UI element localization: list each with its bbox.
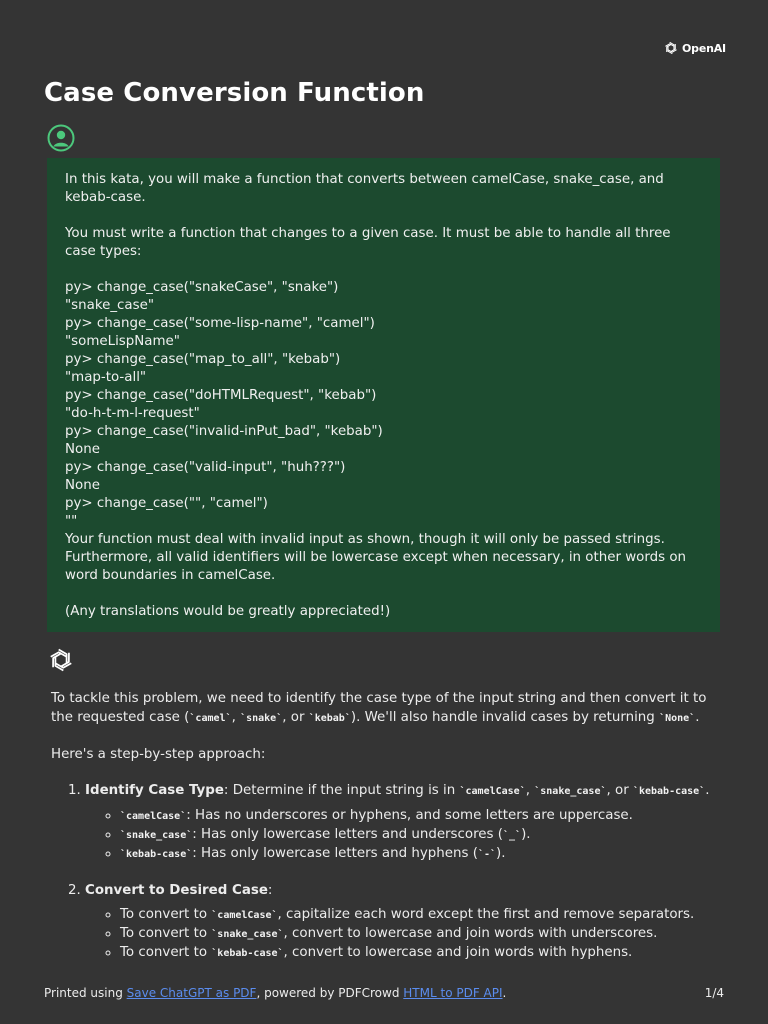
list-item: ◦ To convert to `camelCase`, capitalize each word except the first and remove separators.: [120, 906, 723, 925]
user-avatar-icon: [47, 124, 75, 152]
list-item: ◦ `kebab-case`: Has only lowercase letters and hyphens (`-`).: [120, 845, 723, 864]
user-code-examples: py> change_case("snakeCase", "snake") "snake_case" py> change_case("some-lisp-name", "camel") "someLispName" py> change_case("map_to_all", "kebab") "map-to-all" py> change_case("doHTMLRequest", "kebab") "do-h-t-m-l-request" py> change_case("invalid-inPut_bad", "kebab") None py> change_case("valid-input", "huh???") None py> change_case("", "camel") "" Your function must deal with invalid input as shown, though it will only be passed strings. Furthermore, all valid identifiers will be lowercase except when necessary, in other words on word boundaries in camelCase.: [65, 280, 687, 583]
openai-logo-icon: [663, 40, 679, 56]
inline-code: `snake_case`: [534, 786, 607, 797]
html-to-pdf-link[interactable]: HTML to PDF API: [403, 986, 503, 1000]
answer-approach: Here's a step-by-step approach:: [51, 747, 266, 762]
footer: [44, 986, 724, 1000]
assistant-message: [51, 689, 723, 963]
list-item: ◦ To convert to `snake_case`, convert to lowercase and join words with underscores.: [120, 925, 723, 944]
brand: [663, 40, 726, 56]
user-message: [47, 158, 720, 632]
footer-credit: Printed using Save ChatGPT as PDF, powered by PDFCrowd HTML to PDF API.: [44, 986, 507, 1000]
page-number: 1/4: [704, 986, 724, 1000]
steps-list: [51, 781, 723, 963]
inline-code: `snake`: [240, 713, 283, 724]
step-identify-case-type: 1. Identify Case Type: Determine if the input string is in `camelCase`, `snake_case`, or `kebab-case`. ◦ `camelCase`: Has no underscores or hyphens, and some letters are uppercase. ◦ `snake_case`: Has only lowercase letters and underscores (`_`). ◦ `kebab-case`: Has only lowercase letters and hyphens (`-`).: [85, 781, 723, 864]
inline-code: `kebab-case`: [632, 786, 706, 797]
user-paragraph: In this kata, you will make a function that converts between camelCase, snake_case, and kebab-case.: [65, 172, 669, 205]
inline-code: `camelCase`: [459, 786, 526, 797]
user-paragraph: You must write a function that changes to a given case. It must be able to handle all three case types:: [65, 226, 675, 259]
brand-name: OpenAI: [682, 41, 726, 55]
assistant-avatar-icon: [47, 646, 75, 674]
answer-intro: To tackle this problem, we need to identify the case type of the input string and then convert it to the requested case (`camel`, `snake`, or `kebab`). We'll also handle invalid cases by returning `None`.: [51, 691, 707, 725]
case-type-list: [85, 807, 723, 864]
list-item: ◦ To convert to `kebab-case`, convert to lowercase and join words with hyphens.: [120, 944, 723, 963]
inline-code: `None`: [659, 713, 696, 724]
page-title: Case Conversion Function: [44, 78, 425, 108]
inline-code: `camel`: [189, 713, 232, 724]
user-paragraph: (Any translations would be greatly appreciated!): [65, 604, 391, 619]
save-chatgpt-link[interactable]: Save ChatGPT as PDF: [126, 986, 257, 1000]
inline-code: `kebab`: [308, 713, 351, 724]
step-convert-case: 2. Convert to Desired Case: ◦ To convert to `camelCase`, capitalize each word except the first and remove separators. ◦ To convert to `snake_case`, convert to lowercase and join words with underscores. ◦ To convert to `kebab-case`, convert to lowercase and join words with hyphens.: [85, 881, 723, 963]
conversion-list: [85, 906, 723, 963]
list-item: ◦ `snake_case`: Has only lowercase letters and underscores (`_`).: [120, 826, 723, 845]
list-item: ◦ `camelCase`: Has no underscores or hyphens, and some letters are uppercase.: [120, 807, 723, 826]
